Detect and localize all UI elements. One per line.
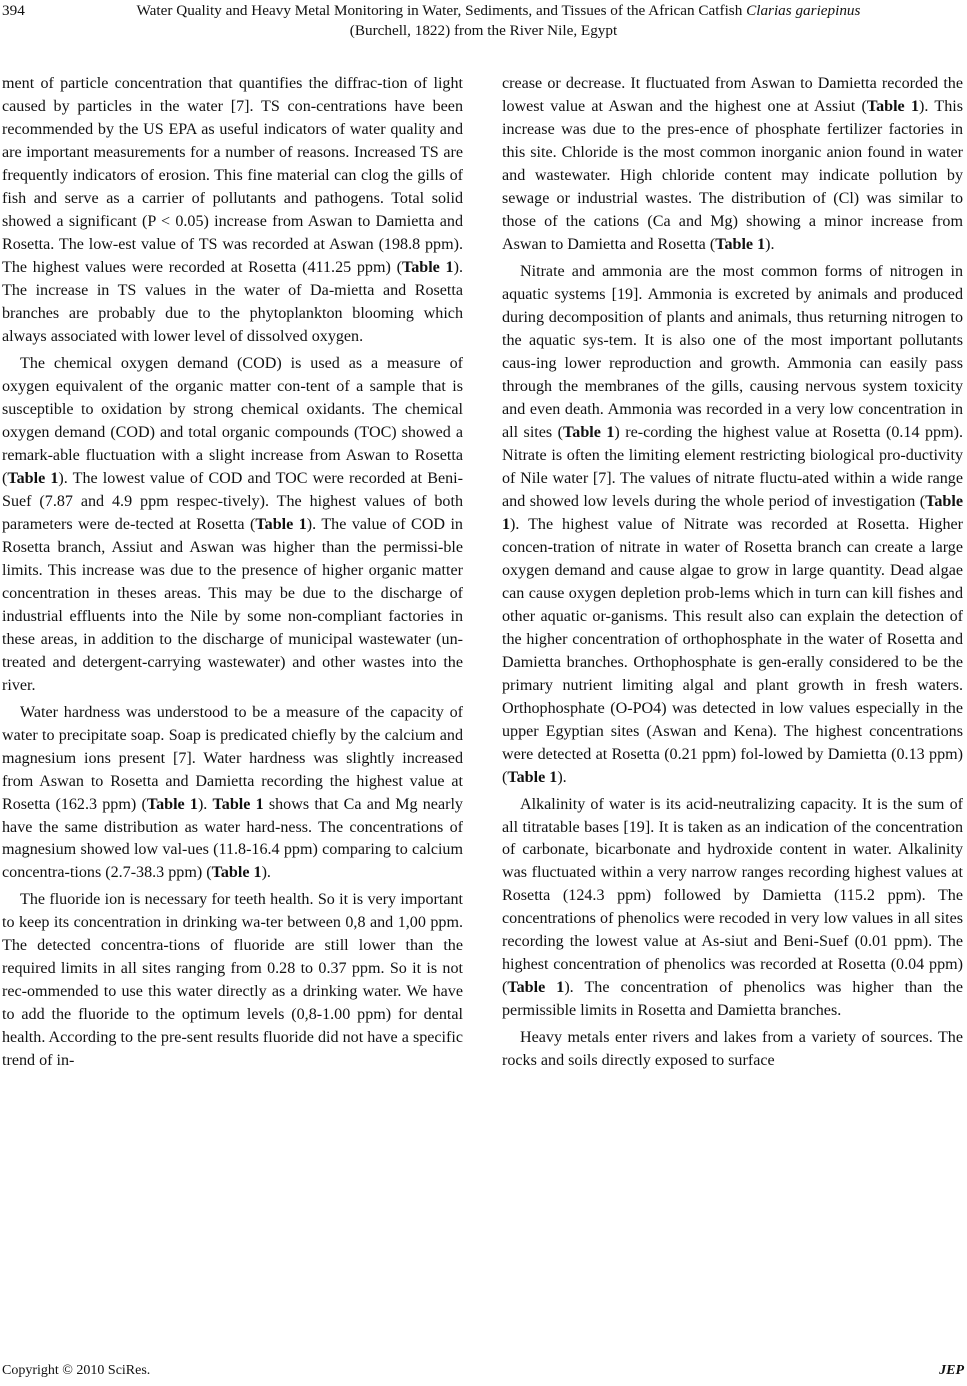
paragraph: [2, 702, 463, 886]
paragraph-text: ). The lowest value of COD and TOC were recorded at Beni-Suef (7.87 and 4.9 ppm respec-tively). The highest values of both parameters were de-tected at Rosetta (: [2, 469, 463, 533]
paragraph: [2, 73, 463, 349]
copyright-notice: Copyright © 2010 SciRes.: [2, 1363, 151, 1378]
paragraph-text: ). The increase in TS values in the water of Da-mietta and Rosetta branches are probably due to the phytoplankton blooming which always associated with lower level of dissolved oxygen.: [2, 258, 463, 345]
paragraph: [502, 73, 963, 257]
paragraph-text: ).: [557, 768, 567, 786]
paragraph-text: crease or decrease. It fluctuated from Aswan to Damietta recorded the lowest value at Aswan and the highest one at Assiut (: [502, 75, 963, 115]
paragraph-text: Heavy metals enter rivers and lakes from a variety of sources. The rocks and soils directly exposed to surface: [502, 1029, 963, 1070]
table-reference: Table 1: [146, 795, 198, 813]
table-reference: Table 1: [715, 235, 766, 253]
table-reference: Table 1: [866, 97, 919, 115]
table-reference: Table 1: [502, 492, 963, 533]
table-reference: Table 1: [7, 469, 59, 487]
table-reference: Table 1: [563, 423, 615, 441]
page-footer: [2, 1363, 964, 1383]
paragraph-text: ).: [765, 235, 775, 253]
table-reference: Table 1: [507, 768, 558, 786]
paragraph: [502, 1027, 963, 1073]
paragraph-text: The chemical oxygen demand (COD) is used as a measure of oxygen equivalent of the organic matter con-tent of a sample that is susceptible to oxidation by strong chemical oxidants. The chemical oxygen demand (COD) and total organic compounds (TOC) showed a remark-able fluctuation with a slight increase from Aswan to Rosetta (: [2, 354, 463, 487]
paragraph-text: shows that Ca and Mg nearly have the same distribution as water hard-ness. The concentrations of magnesium showed low val-ues (11.8-16.4 ppm) comparing to calcium concentra-tions (2.7-38.3 ppm) (: [2, 795, 463, 882]
table-reference: Table 1: [212, 795, 264, 813]
table-reference: Table 1: [211, 864, 262, 882]
table-reference: Table 1: [255, 515, 307, 533]
page-header: [0, 0, 967, 46]
running-title-line1: [30, 1, 967, 21]
paragraph-text: ). This increase was due to the pres-ence of phosphate fertilizer factories in this site. Chloride is the most common inorganic anion found in water and wastewater. High chloride content may indicate pollution by sewage or industrial wastes. The distribution of (Cl) was similar to those of the cations (Ca and Mg) showing a minor increase from Aswan to Damietta and Rosetta (: [502, 97, 963, 253]
paragraph-text: Alkalinity of water is its acid-neutralizing capacity. It is the sum of all titratable bases [19]. It is taken as an indication of the concentration of carbonate, bicarbonate and hydroxide content in water. Alkalinity was fluctuated within a very narrow ranges recording highest values at Rosetta (124.3 ppm) followed by Damietta (115.2 ppm). The concentrations of phenolics were recoded in very low values in all sites recording the lowest value at As-siut and Beni-Suef (0.01 ppm). The highest concentration of phenolics was recorded at Rosetta (0.04 ppm) (: [502, 795, 963, 997]
paragraph-text: ). The highest value of Nitrate was recorded at Rosetta. Higher concen-tration of nitrate in water of Rosetta branch can create a large oxygen demand and cause algae to grow in large quantity. Dead algae can cause oxygen depletion prob-lems which in turn can kill fishes and other aquatic or-ganisms. This result also can explain the detection of the higher concentration of orthophosphate in the water of Rosetta and Damietta branches. Orthophosphate is gen-erally considered to be the primary nutrient limiting algal and plant growth in fresh waters. Orthophosphate (O-PO4) was detected in low values especially in the upper Egyptian sites (Aswan and Kena). The highest concentrations were detected at Rosetta (0.21 ppm) fol-lowed by Damietta (0.13 ppm) (: [502, 515, 963, 786]
paragraph: [502, 794, 963, 1024]
paragraph-text: Water hardness was understood to be a measure of the capacity of water to precipitate soap. Soap is predicated chiefly by the calcium and magnesium ions present [7]. Water hardness was slightly increased from Aswan to Rosetta and Damietta recording the highest value at Rosetta (162.3 ppm) (: [2, 703, 463, 813]
running-title-text: Water Quality and Heavy Metal Monitoring in Water, Sediments, and Tissues of the African Catfish: [136, 2, 743, 19]
paragraph-text: ). The concentration of phenolics was higher than the permissible limits in Rosetta and Damietta branches.: [502, 979, 963, 1020]
table-reference: Table 1: [507, 979, 565, 997]
paragraph-text: ). The value of COD in Rosetta branch, Assiut and Aswan was higher than the permissi-ble limits. This increase was due to the presence of higher organic matter concentration in theses areas. This may be due to the discharge of industrial effluents into the Nile by some non-compliant factories in these areas, in addition to the discharge of municipal wastewater (un-treated and detergent-carrying wastewater) and other wastes into the river.: [2, 515, 463, 694]
left-column: [2, 73, 463, 1073]
paragraph: [2, 353, 463, 698]
table-reference: Table 1: [401, 258, 454, 276]
journal-abbreviation: JEP: [939, 1363, 964, 1378]
paragraph-text: ) re-cording the highest value at Rosetta (0.14 ppm). Nitrate is often the limiting element restricting biological pro-ductivity of Nile water [7]. The values of nitrate fluctu-ated within a wide range and showed low levels during the whole period of investigation (: [502, 423, 963, 510]
paragraph-text: ).: [261, 864, 271, 882]
species-name: Clarias gariepinus: [746, 2, 861, 19]
right-column: [502, 73, 963, 1073]
paragraph-text: ment of particle concentration that quantifies the diffrac-tion of light caused by particles in the water [7]. TS con-centrations have been recommended by the US EPA as useful indicators of water quality and are important measurements for a number of reasons. Increased TS are frequently indicators of erosion. This fine material can clog the gills of fish and serve as a carrier of pollutants and pathogens. Total solid showed a significant (P < 0.05) increase from Aswan to Damietta and Rosetta. The low-est value of TS was recorded at Aswan (198.8 ppm). The highest values were recorded at Rosetta (411.25 ppm) (: [2, 75, 463, 276]
page-number: 394: [2, 2, 25, 19]
paragraph-text: ).: [197, 795, 213, 813]
paragraph: [2, 889, 463, 1073]
paragraph-text: Nitrate and ammonia are the most common forms of nitrogen in aquatic systems [19]. Ammonia is excreted by animals and produced during decomposition of plants and animals, thus returning nitrogen to the aquatic sys-tem. It is also one of the most important pollutants caus-ing lower reproduction and growth. Ammonia can easily pass through the membranes of the gills, causing nervous system toxicity and even death. Ammonia was recorded in a very low concentration in all sites (: [502, 262, 963, 441]
running-title-line2: (Burchell, 1822) from the River Nile, Egypt: [349, 22, 618, 39]
paragraph-text: The fluoride ion is necessary for teeth health. So it is very important to keep its concentration in drinking wa-ter between 0,8 and 1,00 ppm. The detected concentra-tions of fluoride are still lower than the required limits in all sites ranging from 0.28 to 0.37 ppm. So it is not rec-ommended to use this water directly as a drinking water. We have to add the fluoride to the optimum levels (0,8-1.00 ppm) for dental health. According to the pre-sent results fluoride did not have a specific trend of in-: [2, 891, 463, 1070]
paragraph: [502, 261, 963, 790]
